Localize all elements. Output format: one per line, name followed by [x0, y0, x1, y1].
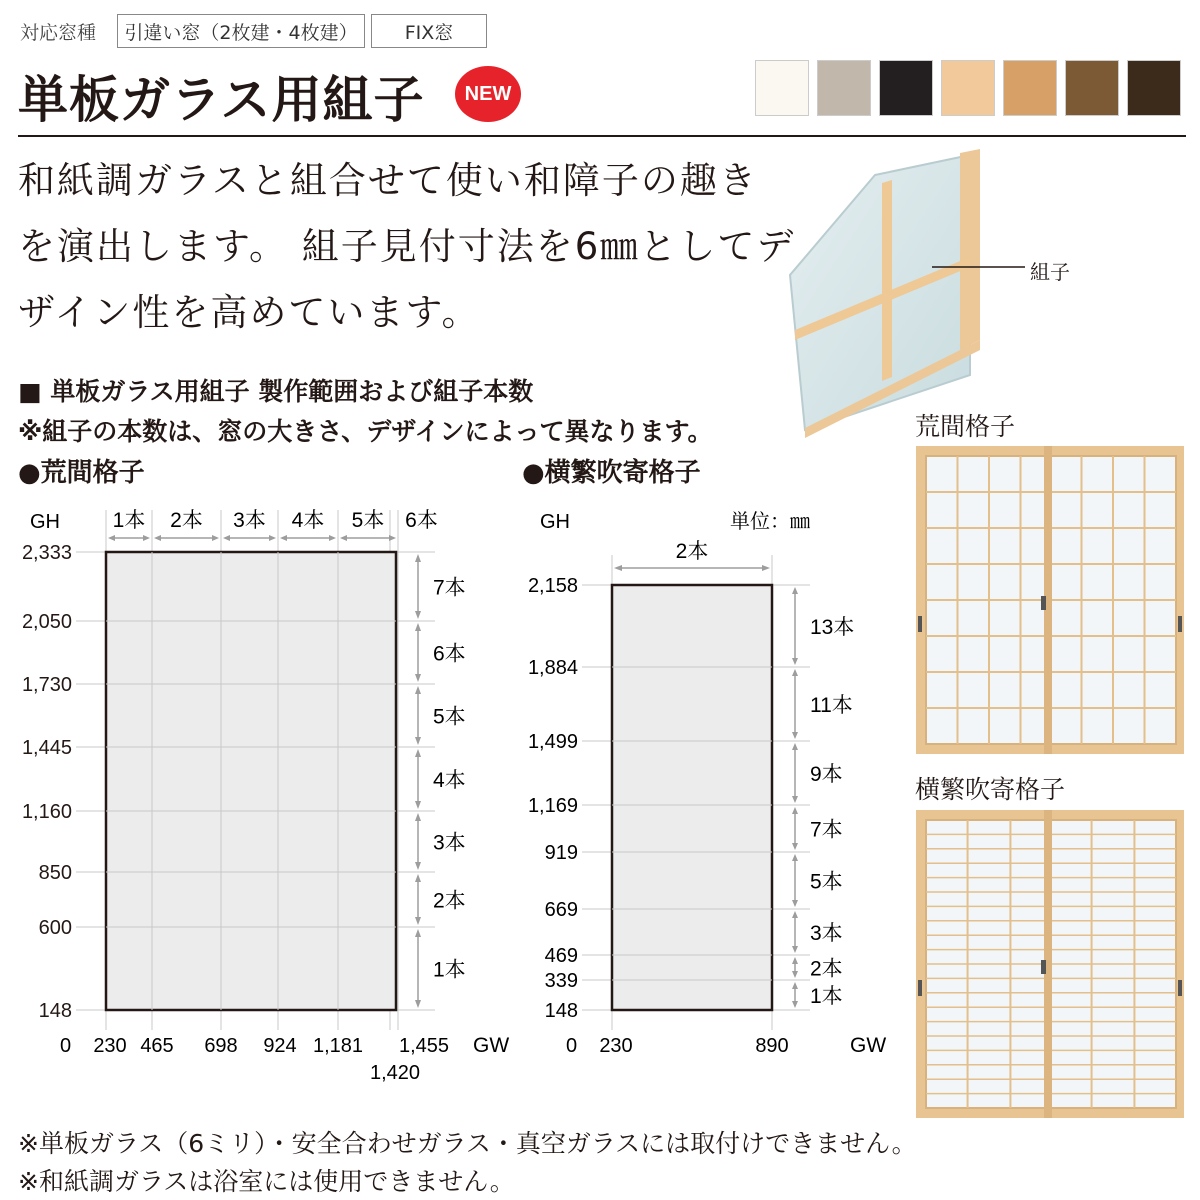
kumiko-vertical — [882, 180, 892, 381]
gh-tick-label: 600 — [38, 917, 72, 939]
width-count-label: 2本 — [675, 540, 709, 563]
arrow-head — [792, 807, 798, 814]
yokoshige-illustration-label: 横繁吹寄格子 — [915, 775, 1066, 804]
gh-tick-label: 148 — [38, 1000, 72, 1022]
window-handle — [1178, 980, 1182, 996]
color-swatch — [1127, 60, 1181, 116]
aramagoshi-title: ●荒間格子 — [18, 458, 145, 488]
arrow-head — [415, 737, 421, 745]
window-latch — [1041, 960, 1046, 974]
arrow-head — [792, 957, 798, 964]
page-title: 単板ガラス用組子 — [18, 71, 425, 129]
arrow-head — [792, 854, 798, 861]
color-swatch — [879, 60, 933, 116]
window-latch — [1041, 596, 1046, 610]
production-range-rect — [612, 585, 772, 1010]
gh-tick-label: 1,499 — [527, 731, 578, 753]
height-count-label: 5本 — [810, 870, 843, 894]
window-handle — [918, 616, 922, 632]
arrow-head — [415, 862, 421, 870]
arrow-head — [340, 535, 347, 541]
section-title-text: 単板ガラス用組子 製作範囲および組子本数 — [50, 377, 534, 406]
arrow-head — [212, 535, 219, 541]
aramagoshi-illustration — [916, 446, 1184, 754]
gh-tick-label: 1,884 — [527, 657, 578, 679]
gw-tick-label: 1,181 — [312, 1035, 364, 1057]
arrow-head — [792, 843, 798, 850]
height-count-label: 4本 — [433, 769, 466, 792]
gw-tick-label: 924 — [263, 1035, 297, 1057]
gw-axis-label: GW — [473, 1034, 510, 1057]
arrow-head — [329, 535, 336, 541]
aramagoshi-diagram — [0, 495, 520, 1095]
origin-label: 0 — [566, 1035, 578, 1057]
arrow-head — [389, 535, 396, 541]
window-type-fix: FIX窓 — [371, 14, 487, 48]
arrow-head — [415, 813, 421, 821]
arrow-head — [614, 565, 622, 571]
width-count-label: 2本 — [170, 509, 203, 532]
gh-tick-label: 1,160 — [21, 801, 72, 823]
height-count-label: 9本 — [810, 763, 843, 786]
arrow-head — [792, 911, 798, 918]
gh-tick-label: 2,050 — [21, 611, 72, 633]
yokoshige-diagram — [510, 495, 910, 1095]
intro-line-2: を演出します。 組子見付寸法を6㎜としてデ — [18, 225, 796, 268]
gw-axis-label: GW — [850, 1034, 887, 1057]
arrow-head — [792, 658, 798, 665]
width-count-label: 4本 — [291, 509, 325, 532]
height-count-label: 1本 — [433, 958, 466, 982]
arrow-head — [108, 535, 115, 541]
kumiko-callout-label: 組子 — [1030, 260, 1070, 284]
arrow-head — [415, 874, 421, 882]
gh-axis-label: GH — [30, 511, 60, 533]
arrow-head — [280, 535, 287, 541]
height-count-label: 3本 — [810, 922, 843, 945]
color-swatch — [755, 60, 809, 116]
yokoshige-title: ●横繁吹寄格子 — [522, 458, 701, 488]
gh-tick-label: 850 — [38, 862, 72, 884]
window-handle — [1178, 616, 1182, 632]
width-count-label: 5本 — [351, 509, 385, 532]
window-type-label: 対応窓種 — [20, 22, 97, 44]
color-swatch — [1003, 60, 1057, 116]
arrow-head — [792, 1001, 798, 1008]
arrow-head — [415, 749, 421, 757]
gh-tick-label: 148 — [544, 1000, 578, 1022]
yokoshige-illustration — [916, 810, 1184, 1118]
arrow-head — [415, 686, 421, 694]
window-type-sliding: 引違い窓（2枚建・4枚建） — [117, 14, 365, 48]
unit-label: 単位：㎜ — [730, 511, 810, 533]
gh-tick-label: 669 — [544, 899, 578, 921]
gh-tick-label: 1,169 — [527, 795, 578, 817]
arrow-head — [415, 1000, 421, 1008]
gh-tick-label: 1,445 — [21, 737, 72, 759]
arrow-head — [269, 535, 276, 541]
origin-label: 0 — [60, 1035, 72, 1057]
arrow-head — [792, 587, 798, 594]
gw-tick-label: 890 — [755, 1035, 789, 1057]
section-title: ■ 単板ガラス用組子 製作範囲および組子本数 — [18, 377, 534, 406]
height-count-label: 7本 — [810, 818, 843, 842]
aramagoshi-illustration-label: 荒間格子 — [915, 412, 1016, 441]
color-swatch — [1065, 60, 1119, 116]
arrow-head — [792, 971, 798, 978]
gw-tick-label: 230 — [93, 1035, 127, 1057]
height-count-label: 7本 — [433, 576, 466, 600]
intro-text — [18, 148, 808, 346]
kumiko-photo — [780, 145, 1090, 445]
height-count-label: 1本 — [810, 985, 843, 1008]
arrow-head — [415, 801, 421, 809]
arrow-head — [792, 796, 798, 803]
frame-stile — [960, 149, 980, 350]
gw-tick-label: 1,455 — [398, 1035, 450, 1057]
gh-tick-label: 339 — [544, 970, 578, 992]
arrow-head — [415, 674, 421, 682]
arrow-head — [792, 743, 798, 750]
arrow-head — [415, 623, 421, 631]
arrow-head — [223, 535, 230, 541]
height-count-label: 5本 — [433, 705, 466, 729]
height-count-label: 2本 — [810, 957, 843, 981]
width-count-label: 3本 — [233, 509, 266, 532]
gh-tick-label: 2,333 — [21, 542, 72, 564]
arrow-head — [792, 946, 798, 953]
height-count-label: 13本 — [810, 616, 855, 639]
color-swatch — [941, 60, 995, 116]
title-divider — [18, 135, 1186, 137]
arrow-head — [762, 565, 770, 571]
new-badge: NEW — [455, 66, 521, 122]
arrow-head — [415, 611, 421, 619]
arrow-head — [792, 669, 798, 676]
gh-tick-label: 469 — [544, 945, 578, 967]
height-count-label: 2本 — [433, 889, 466, 913]
arrow-head — [792, 900, 798, 907]
height-count-label: 3本 — [433, 831, 466, 855]
arrow-head — [792, 982, 798, 989]
arrow-head — [154, 535, 161, 541]
gw-tick-label: 230 — [599, 1035, 633, 1057]
gh-tick-label: 1,730 — [21, 674, 72, 696]
gh-tick-label: 2,158 — [527, 575, 578, 597]
width-count-label: 6本 — [405, 509, 438, 532]
height-count-label: 6本 — [433, 642, 466, 666]
gw-tick-label: 698 — [204, 1035, 238, 1057]
arrow-head — [143, 535, 150, 541]
arrow-head — [415, 917, 421, 925]
arrow-head — [415, 929, 421, 937]
intro-line-1: 和紙調ガラスと組合せて使い和障子の趣き — [18, 159, 758, 202]
gh-axis-label: GH — [540, 511, 570, 533]
arrow-head — [792, 732, 798, 739]
width-count-label: 1本 — [112, 509, 146, 532]
gh-tick-label: 919 — [544, 842, 578, 864]
arrow-head — [415, 554, 421, 562]
height-count-label: 11本 — [810, 694, 853, 717]
gw-tick-label: 1,420 — [369, 1062, 421, 1084]
glass-pane — [790, 155, 970, 430]
window-handle — [918, 980, 922, 996]
footnote-2: ※和紙調ガラスは浴室には使用できません。 — [18, 1167, 515, 1196]
footnote-1: ※単板ガラス（6ミリ）・安全合わせガラス・真空ガラスには取付けできません。 — [18, 1129, 917, 1158]
section-note: ※組子の本数は、窓の大きさ、デザインによって異なります。 — [18, 417, 713, 446]
gw-tick-label: 465 — [140, 1035, 174, 1057]
intro-line-3: ザイン性を高めています。 — [18, 291, 481, 334]
color-swatch — [817, 60, 871, 116]
